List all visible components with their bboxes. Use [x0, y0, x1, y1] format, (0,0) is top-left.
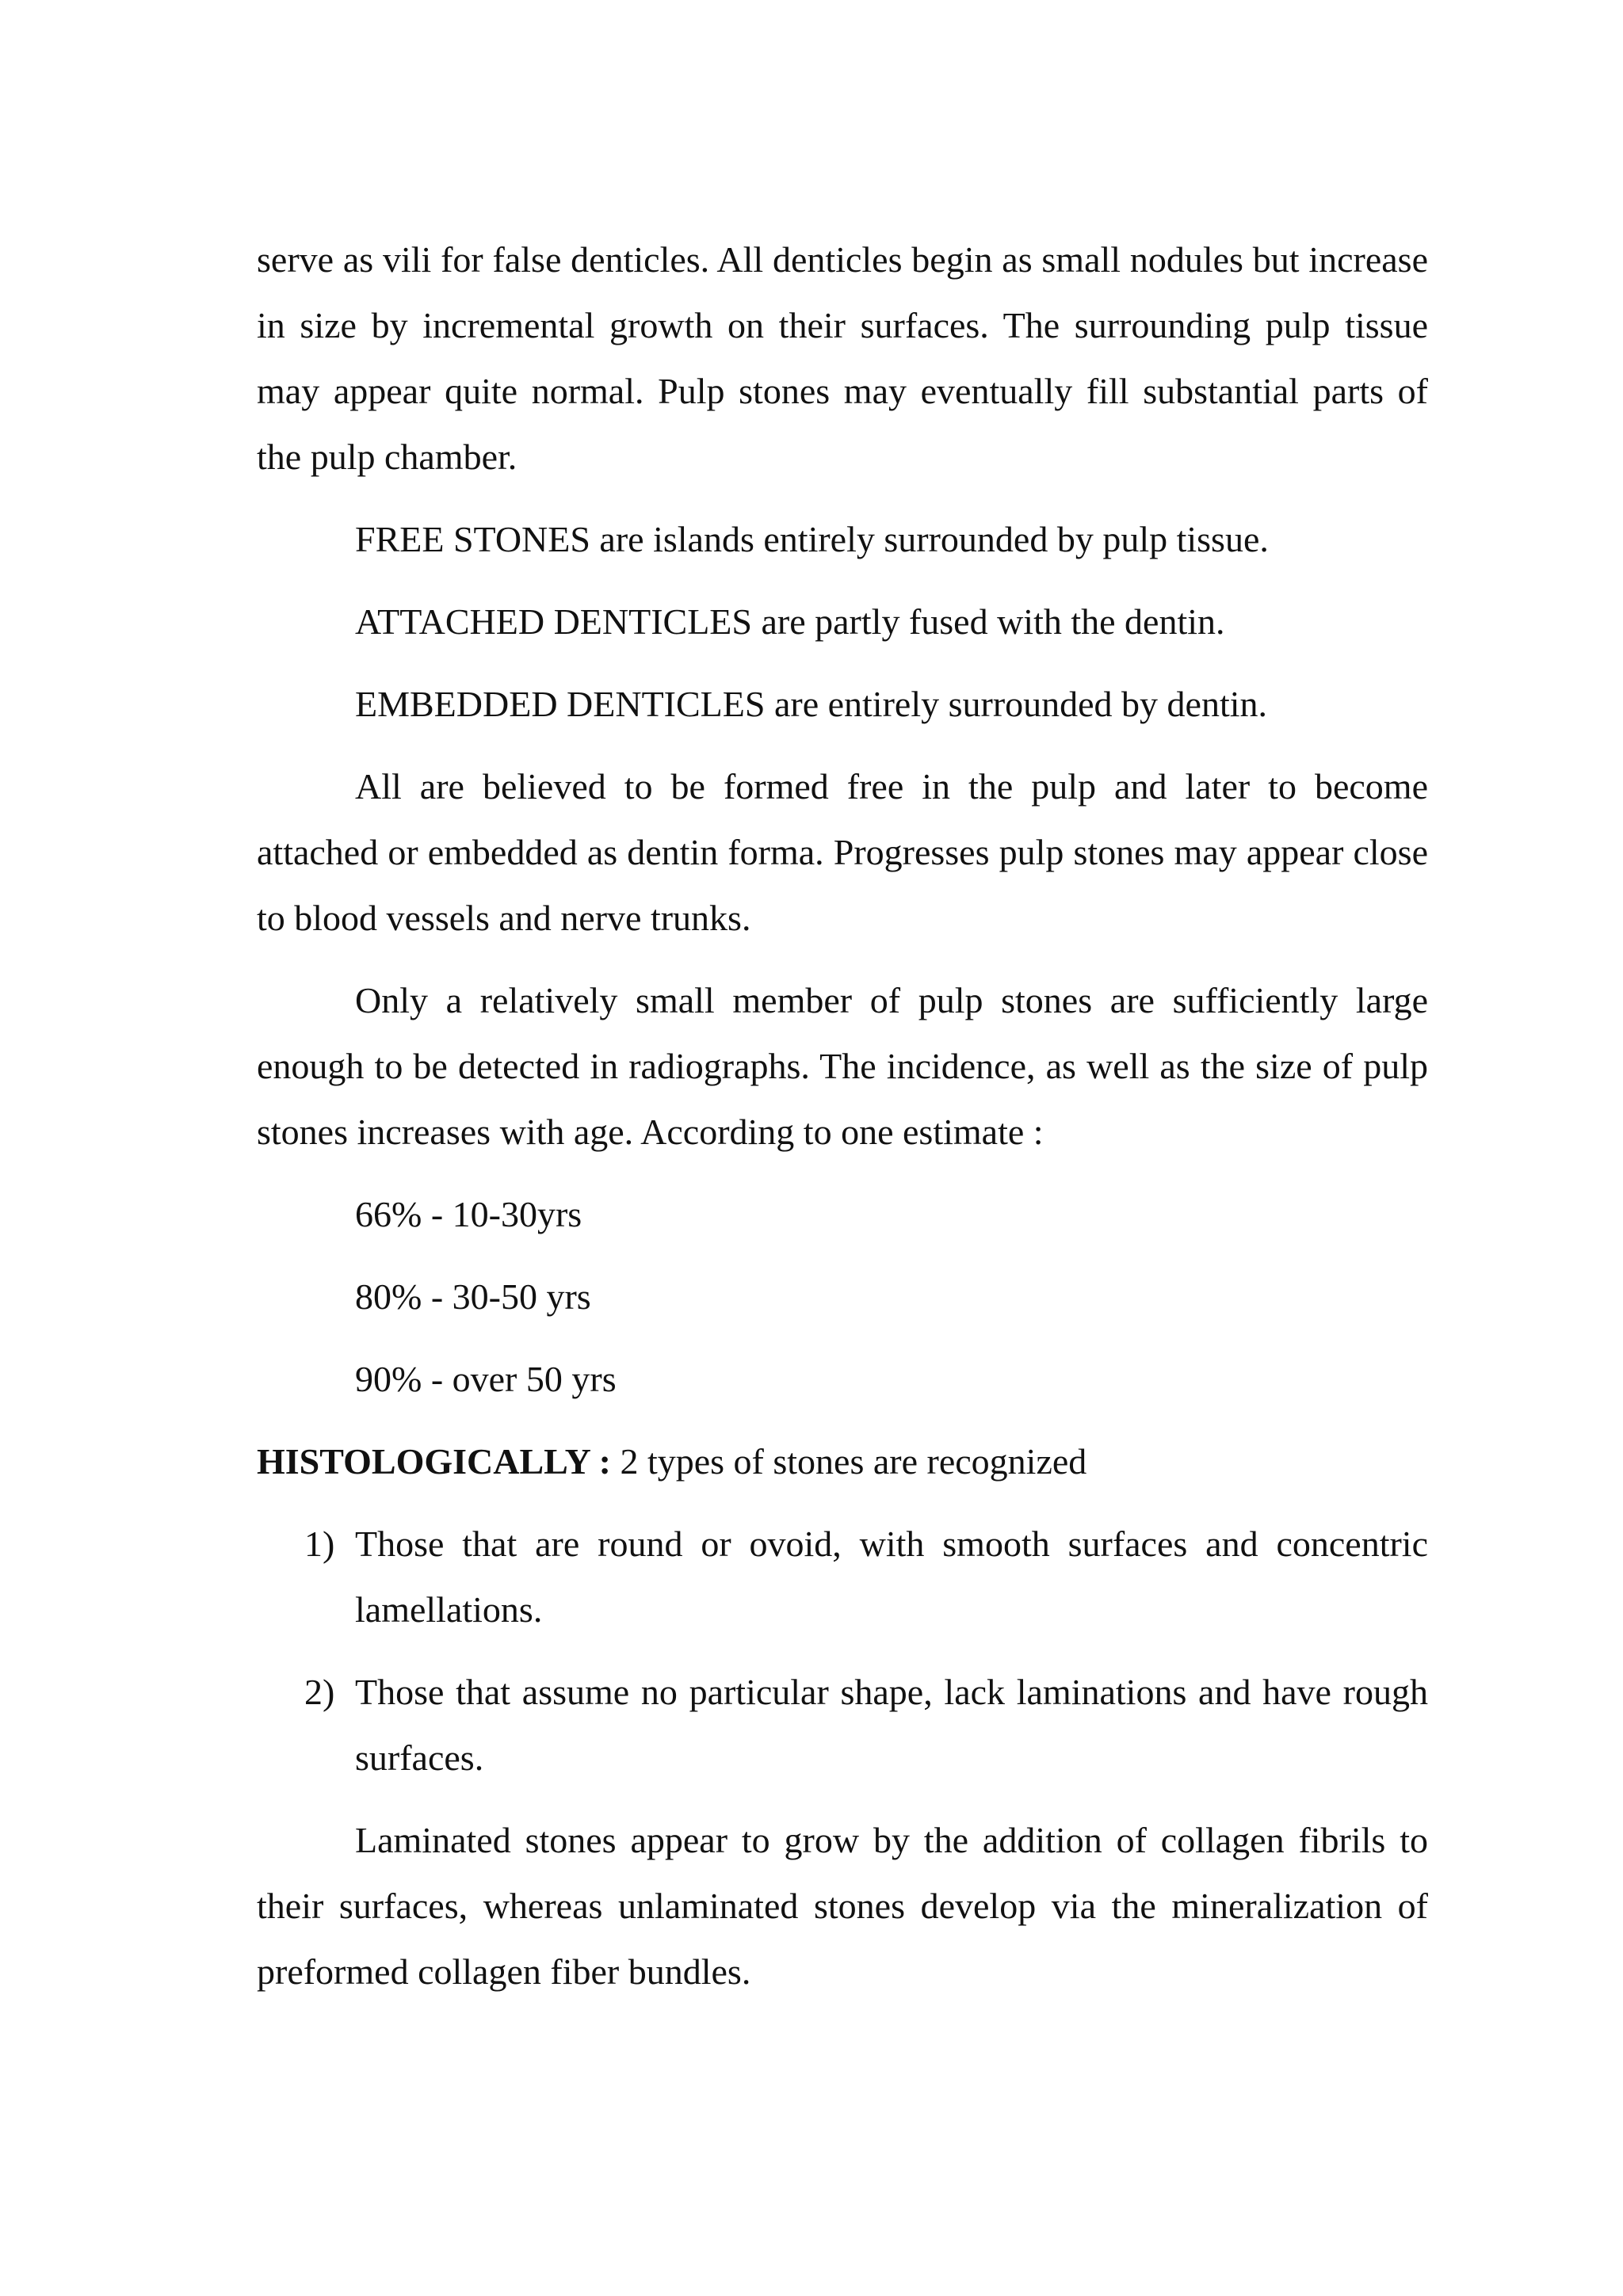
document-page	[257, 227, 1428, 2021]
attached-denticles-line: ATTACHED DENTICLES are partly fused with the dentin.	[355, 601, 1225, 642]
estimate-line-3: 90% - over 50 yrs	[355, 1359, 617, 1399]
paragraph-formation: All are believed to be formed free in the pulp and later to become attached or embedded as dentin forma. Progresses pulp stones may appear close to blood vessels and nerve trunks.	[257, 766, 1428, 938]
paragraph-incidence: Only a relatively small member of pulp stones are sufficiently large enough to be detected in radiographs. The incidence, as well as the size of pulp stones increases with age. According to one estimate :	[257, 980, 1428, 1152]
histology-list	[257, 1511, 1428, 1791]
list-item-number: 1)	[304, 1524, 335, 1564]
free-stones-line: FREE STONES are islands entirely surrounded by pulp tissue.	[355, 519, 1269, 559]
list-item	[257, 1659, 1428, 1791]
histology-heading-line	[257, 1428, 1428, 1494]
histology-heading-text: 2 types of stones are recognized	[610, 1441, 1087, 1482]
estimate-line-2: 80% - 30-50 yrs	[355, 1276, 591, 1317]
list-item	[257, 1511, 1428, 1642]
histology-heading: HISTOLOGICALLY :	[257, 1441, 611, 1482]
estimate-line-1: 66% - 10-30yrs	[355, 1194, 582, 1234]
paragraph-intro: serve as vili for false denticles. All denticles begin as small nodules but increase in size by incremental growth on their surfaces. The surrounding pulp tissue may appear quite normal. Pulp stones may eventually fill substantial parts of the pulp chamber.	[257, 239, 1428, 477]
list-item-text: Those that assume no particular shape, lack laminations and have rough surfaces.	[355, 1672, 1428, 1778]
paragraph-closing: Laminated stones appear to grow by the addition of collagen fibrils to their surfaces, whereas unlaminated stones develop via the mineralization of preformed collagen fiber bundles.	[257, 1820, 1428, 1992]
list-item-text: Those that are round or ovoid, with smooth surfaces and concentric lamellations.	[355, 1524, 1428, 1630]
list-item-number: 2)	[304, 1672, 335, 1712]
embedded-denticles-line: EMBEDDED DENTICLES are entirely surrounded by dentin.	[355, 684, 1268, 724]
